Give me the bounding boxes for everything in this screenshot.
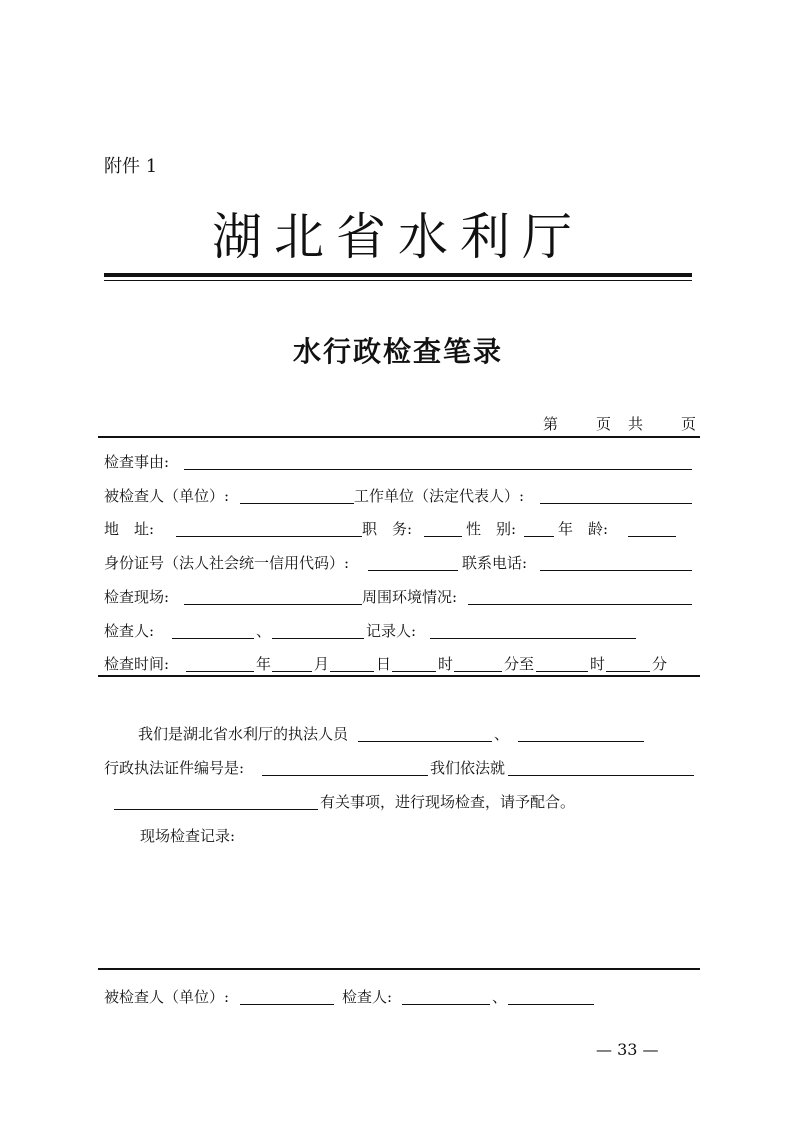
- hour2-label: 时: [590, 655, 606, 673]
- body-line1: 我们是湖北省水利厅的执法人员: [138, 725, 349, 743]
- time-label: 检查时间:: [104, 655, 170, 673]
- gender-label: 性 别:: [466, 520, 517, 538]
- sig-inspector-2-blank: [508, 1004, 594, 1005]
- inspectors-separator: 、: [256, 622, 272, 640]
- attachment-label: 附件 1: [104, 156, 158, 177]
- day-blank: [330, 671, 374, 672]
- footer-rule: [98, 968, 700, 970]
- field-row-inspected: [104, 484, 696, 508]
- environment-blank: [468, 604, 692, 605]
- site-label: 检查现场:: [104, 588, 170, 606]
- signature-row: [104, 985, 696, 1009]
- month-label: 月: [314, 655, 330, 673]
- hour-label: 时: [438, 655, 454, 673]
- body-line2b: 我们依法就: [430, 759, 506, 777]
- work-unit-blank: [540, 503, 692, 504]
- id-label: 身份证号（法人社会统一信用代码）:: [104, 554, 350, 572]
- page-counter-ye: 页: [596, 415, 612, 433]
- title-rule-thick: [104, 273, 692, 277]
- hour2-blank: [536, 671, 588, 672]
- body-line3: 有关事项，进行现场检查，请予配合。: [320, 793, 576, 811]
- position-label: 职 务:: [362, 520, 413, 538]
- inspector-1-blank: [172, 638, 254, 639]
- year-blank: [186, 671, 254, 672]
- minute-label: 分: [652, 655, 668, 673]
- environment-label: 周围环境情况:: [362, 588, 458, 606]
- age-label: 年 龄:: [558, 520, 609, 538]
- body-line2: 行政执法证件编号是:: [104, 759, 245, 777]
- agency-title: 湖北省水利厅: [212, 208, 584, 266]
- address-blank: [176, 536, 362, 537]
- year-label: 年: [256, 655, 272, 673]
- matter-blank-2: [114, 809, 318, 810]
- sig-separator: 、: [492, 988, 508, 1006]
- age-blank: [628, 536, 676, 537]
- form-title: 水行政检查笔录: [292, 335, 503, 368]
- field-row-address: [104, 517, 696, 541]
- address-label: 地 址:: [104, 520, 155, 538]
- hour-blank: [392, 671, 436, 672]
- reason-label: 检查事由:: [104, 453, 170, 471]
- recorder-blank: [430, 638, 636, 639]
- position-blank: [424, 536, 462, 537]
- id-blank: [368, 570, 458, 571]
- inspector-2-blank: [272, 638, 364, 639]
- cert-number-blank: [262, 775, 428, 776]
- field-row-id: [104, 551, 696, 575]
- minute-blank: [454, 671, 502, 672]
- field-row-site: [104, 585, 696, 609]
- recorder-label: 记录人:: [366, 622, 417, 640]
- day-label: 日: [376, 655, 392, 673]
- work-unit-label: 工作单位（法定代表人）:: [354, 487, 525, 505]
- inspected-blank: [240, 503, 354, 504]
- sig-inspected-blank: [240, 1004, 334, 1005]
- matter-blank-1: [508, 775, 694, 776]
- gender-blank: [524, 536, 554, 537]
- minute-to-label: 分至: [504, 655, 535, 673]
- phone-blank: [540, 570, 692, 571]
- inspectors-label: 检查人:: [104, 622, 155, 640]
- sig-inspectors-label: 检查人:: [342, 988, 393, 1006]
- body-separator: 、: [494, 725, 510, 743]
- site-blank: [184, 604, 362, 605]
- field-row-time: [104, 652, 696, 676]
- field-row-inspectors: [104, 619, 696, 643]
- phone-label: 联系电话:: [462, 554, 528, 572]
- month-blank: [272, 671, 312, 672]
- page-counter-ye-total: 页: [681, 415, 697, 433]
- field-row-reason: [104, 450, 696, 474]
- minute2-blank: [606, 671, 650, 672]
- body-line4: 现场检查记录:: [140, 827, 236, 845]
- title-rule-thin: [104, 280, 692, 281]
- header-bottom-rule: [98, 675, 700, 677]
- reason-blank: [184, 469, 692, 470]
- sig-inspected-label: 被检查人（单位）:: [104, 988, 230, 1006]
- officer-2-blank: [518, 741, 644, 742]
- officer-1-blank: [358, 741, 492, 742]
- page-counter-gong: 共: [628, 415, 644, 433]
- page-counter-di: 第: [543, 415, 559, 433]
- inspected-label: 被检查人（单位）:: [104, 487, 230, 505]
- header-top-rule: [98, 436, 700, 438]
- sig-inspector-1-blank: [402, 1004, 490, 1005]
- page-number: — 33 —: [596, 1040, 659, 1059]
